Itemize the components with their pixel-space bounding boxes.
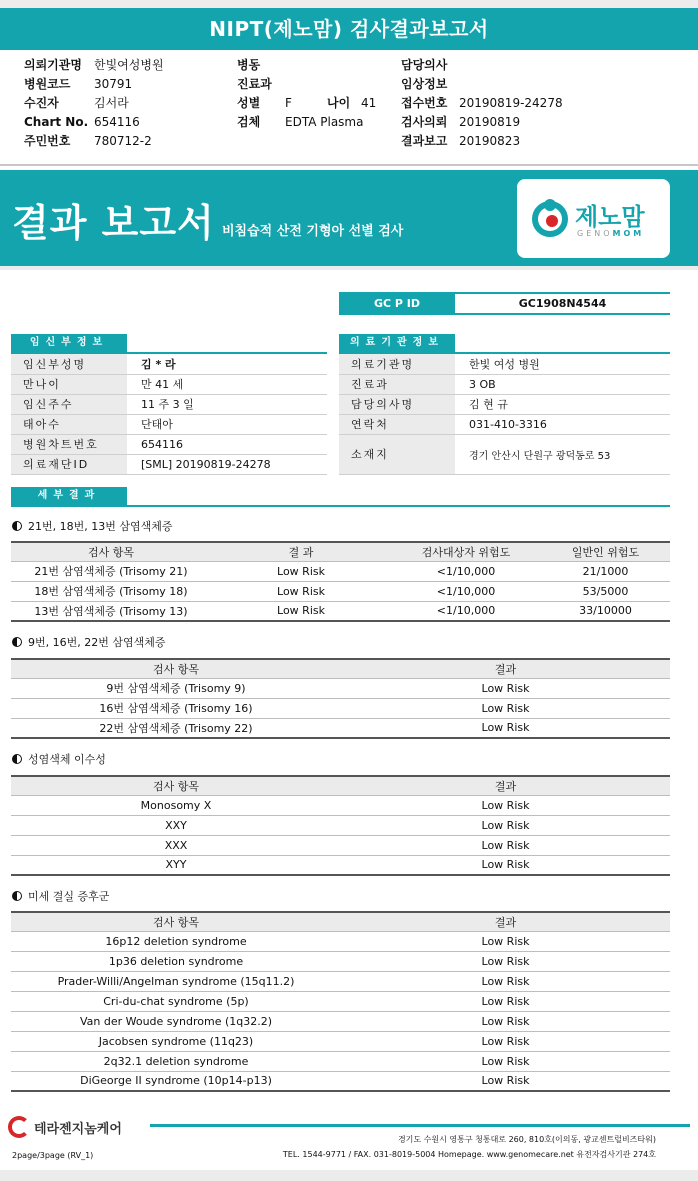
gcpid-label: GC P ID — [339, 294, 455, 313]
patient-value: 김서라 — [94, 96, 129, 110]
table-row: Prader-Willi/Angelman syndrome (15q11.2) Low Risk — [11, 971, 670, 991]
bottom-bar — [0, 1170, 698, 1181]
section3-table — [11, 775, 670, 876]
table-row: 16p12 deletion syndrome Low Risk — [11, 931, 670, 951]
banner-subtitle: 비침습적 산전 기형아 선별 검사 — [222, 224, 404, 239]
patient-info-table — [11, 354, 327, 475]
table-row: XXX Low Risk — [11, 835, 670, 855]
table-row: XXY Low Risk — [11, 815, 670, 835]
details-line — [11, 505, 670, 507]
hospital-code-label: 병원코드 — [24, 77, 71, 91]
report-title-bar — [0, 0, 698, 50]
chart-no-value: 654116 — [94, 115, 140, 129]
header-col3 — [401, 56, 563, 151]
section2-heading: 9번, 16번, 22번 삼염색체증 — [12, 634, 165, 650]
hospital-name-label: 의뢰기관명 — [24, 58, 82, 72]
header-col2 — [237, 56, 376, 132]
table-row: Jacobsen syndrome (11q23) Low Risk — [11, 1031, 670, 1051]
report-title: NIPT(제노맘) 검사결과보고서 — [209, 17, 489, 41]
half-circle-icon — [12, 754, 22, 764]
specimen-label: 검체 — [237, 115, 261, 129]
banner-title: 결과 보고서 — [12, 201, 215, 245]
gcpid-value: GC1908N4544 — [518, 297, 607, 310]
table-row: 연락처 031-410-3316 — [339, 414, 670, 434]
clinical-info-label: 임상정보 — [401, 77, 448, 91]
table-row: DiGeorge II syndrome (10p14-p13) Low Risk — [11, 1071, 670, 1091]
section3-heading: 성염색체 이수성 — [12, 751, 106, 767]
half-circle-icon — [12, 521, 22, 531]
table-row: Cri-du-chat syndrome (5p) Low Risk — [11, 991, 670, 1011]
age-value: 41 — [361, 96, 377, 110]
table-row: 의료기관명 한빛 여성 병원 — [339, 354, 670, 374]
table-header-row: 검사 항목 결과 — [11, 912, 670, 931]
result-banner — [0, 170, 698, 270]
table-row: 2q32.1 deletion syndrome Low Risk — [11, 1051, 670, 1071]
genomom-mark-icon — [531, 197, 569, 239]
request-date-label: 검사의뢰 — [401, 115, 448, 129]
sex-value: F — [285, 96, 292, 110]
company-g-icon — [8, 1116, 30, 1138]
section2-table — [11, 658, 670, 739]
company-logo: 테라젠지놈케어 — [8, 1116, 122, 1138]
table-row: 13번 삼염색체증 (Trisomy 13) Low Risk <1/10,000 33/10000 — [11, 601, 670, 621]
table-row: 임신주수 11 주 3 일 — [11, 394, 327, 414]
logo-english-text: GENOMOM — [577, 229, 645, 238]
section1-heading: 21번, 18번, 13번 삼염색체증 — [12, 518, 172, 534]
table-row: 진료과 3 OB — [339, 374, 670, 394]
logo-korean-text: 제노맘 — [575, 203, 645, 231]
header-divider — [0, 164, 698, 166]
department-label: 진료과 — [237, 77, 272, 91]
table-row: 만나이 만 41 세 — [11, 374, 327, 394]
table-row: 임신부성명 김 * 라 — [11, 354, 327, 374]
table-row: Van der Woude syndrome (1q32.2) Low Risk — [11, 1011, 670, 1031]
report-date-label: 결과보고 — [401, 134, 448, 148]
receipt-no-value: 20190819-24278 — [459, 96, 563, 110]
receipt-no-label: 접수번호 — [401, 96, 448, 110]
report-date-value: 20190823 — [459, 134, 521, 148]
hospital-info-tab: 의료기관정보 — [339, 334, 455, 352]
table-row: 9번 삼염색체증 (Trisomy 9) Low Risk — [11, 678, 670, 698]
table-row: 21번 삼염색체증 (Trisomy 21) Low Risk <1/10,000 21/1000 — [11, 561, 670, 581]
resident-no-label: 주민번호 — [24, 134, 71, 148]
table-row: 18번 삼염색체증 (Trisomy 18) Low Risk <1/10,000 53/5000 — [11, 581, 670, 601]
chart-no-label: Chart No. — [24, 115, 89, 129]
request-date-value: 20190819 — [459, 115, 521, 129]
table-row: Monosomy X Low Risk — [11, 795, 670, 815]
table-row: 병원차트번호 654116 — [11, 434, 327, 454]
page-indicator: 2page/3page (RV_1) — [12, 1151, 94, 1160]
table-row: 16번 삼염색체증 (Trisomy 16) Low Risk — [11, 698, 670, 718]
hospital-code-value: 30791 — [94, 77, 133, 91]
table-header-row: 검사 항목 결과 — [11, 659, 670, 678]
resident-no-value: 780712-2 — [94, 134, 152, 148]
table-row: 담당의사명 김 현 규 — [339, 394, 670, 414]
hospital-info-table — [339, 354, 670, 475]
half-circle-icon — [12, 891, 22, 901]
table-row: 소재지 경기 안산시 단원구 광덕동로 53 — [339, 434, 670, 474]
patient-info-tab: 임신부정보 — [11, 334, 127, 352]
patient-label: 수진자 — [24, 96, 59, 110]
sex-label: 성별 — [237, 96, 261, 110]
details-tab: 세부결과 — [11, 487, 127, 505]
table-row: 1p36 deletion syndrome Low Risk — [11, 951, 670, 971]
half-circle-icon — [12, 637, 22, 647]
section4-table — [11, 911, 670, 1092]
specimen-value: EDTA Plasma — [285, 115, 364, 129]
hospital-name-value: 한빛여성병원 — [94, 58, 164, 72]
ward-label: 병동 — [237, 58, 261, 72]
table-header-row: 검사 항목 결과 — [11, 776, 670, 795]
age-label: 나이 — [327, 96, 351, 110]
table-row: XYY Low Risk — [11, 855, 670, 875]
genomom-logo — [517, 179, 670, 258]
doctor-label: 담당의사 — [401, 58, 448, 72]
section4-heading: 미세 결실 증후군 — [12, 888, 109, 904]
gcpid-box — [339, 292, 670, 315]
header-col1 — [24, 56, 164, 151]
section1-table — [11, 541, 670, 622]
table-row: 태아수 단태아 — [11, 414, 327, 434]
table-row: 의료재단ID [SML] 20190819-24278 — [11, 454, 327, 474]
company-address: 경기도 수원시 영통구 청통대로 260, 810호(이의동, 광교센트럴비즈타워) — [397, 1135, 656, 1144]
footer-divider — [150, 1124, 690, 1127]
company-contact: TEL. 1544-9771 / FAX. 031-8019-5004 Homepage. www.genomecare.net 유전자검사기관 274호 — [282, 1150, 656, 1159]
table-header-row: 검사 항목 결 과 검사대상자 위험도 일반인 위험도 — [11, 542, 670, 561]
table-row: 22번 삼염색체증 (Trisomy 22) Low Risk — [11, 718, 670, 738]
